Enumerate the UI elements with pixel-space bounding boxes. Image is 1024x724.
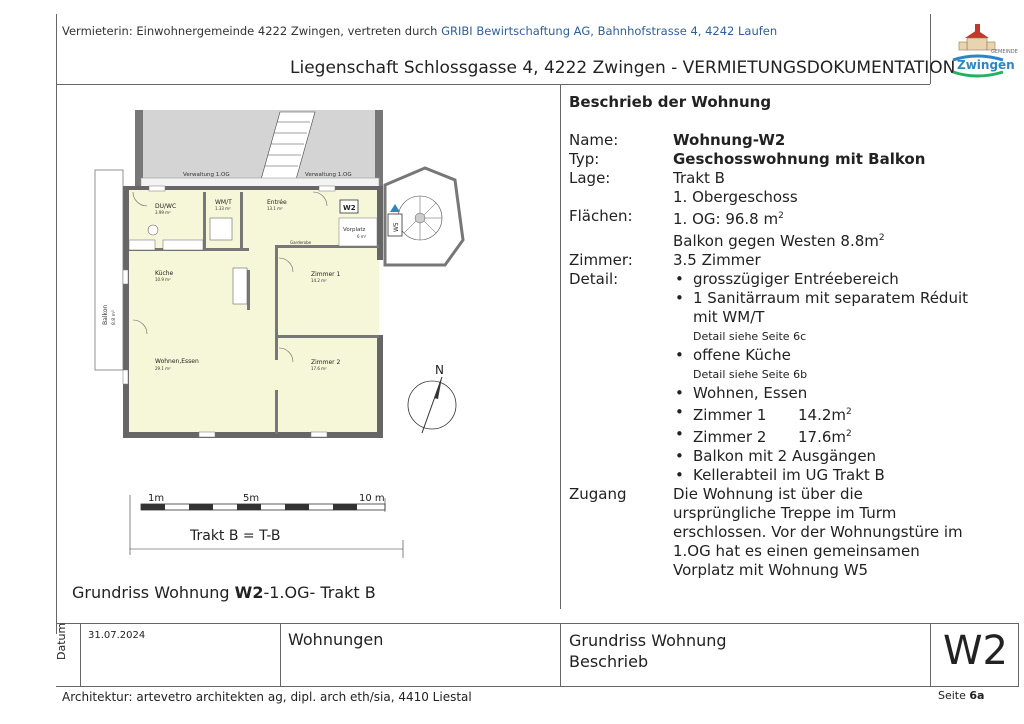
- footer-mid-divider: [280, 623, 281, 686]
- footer-wohnungen: Wohnungen: [288, 630, 384, 649]
- caption-prefix: Grundriss Wohnung: [72, 583, 235, 602]
- entree-label: Entrée: [267, 199, 287, 206]
- caption-suffix: -1.OG- Trakt B: [263, 583, 376, 602]
- detail-item: • grosszügiger Entréebereich: [693, 270, 969, 289]
- logo-small-text: GEMEINDE: [991, 49, 1018, 55]
- wohnen-label: Wohnen,Essen: [155, 358, 199, 365]
- flaechen-value-1: 1. OG: 96.8 m: [673, 210, 779, 228]
- zimmer1-size: 14.2m: [798, 406, 847, 424]
- verwaltung-left-label: Verwaltung 1.OG: [183, 172, 230, 178]
- detail-note: Detail siehe Seite 6b: [693, 368, 808, 381]
- zimmer1-label: Zimmer 1: [311, 271, 341, 278]
- footer-grundriss-2: Beschrieb: [569, 652, 649, 671]
- wmt-label: WM/T: [215, 199, 232, 206]
- footer-datum-label: Datum: [55, 622, 68, 660]
- typ-value: Geschosswohnung mit Balkon: [673, 150, 926, 168]
- logo-name: Zwingen: [957, 58, 1015, 72]
- landlord-manager: GRIBI Bewirtschaftung AG, Bahnhofstrasse 4, 4242 Laufen: [441, 24, 778, 38]
- trakt-label: Trakt B = T-B: [190, 528, 281, 544]
- zugang-key: Zugang: [569, 485, 627, 503]
- verwaltung-right-label: Verwaltung 1.OG: [305, 172, 352, 178]
- name-value: Wohnung-W2: [673, 131, 786, 149]
- wmt-area: 1.33 m²: [215, 206, 231, 211]
- header-bottom-line: [56, 84, 930, 85]
- detail-item: • Wohnen, Essen: [693, 384, 969, 403]
- zimmer2-area: 17.6 m²: [311, 366, 327, 371]
- footer-bottom-line: [56, 686, 930, 687]
- detail-item: • Balkon mit 2 Ausgängen: [693, 447, 969, 466]
- footer-date: 31.07.2024: [88, 630, 146, 641]
- footer-grundriss: [569, 630, 727, 672]
- balkon-area: 8.8 m²: [112, 310, 117, 325]
- scale-1m: 1m: [148, 493, 165, 504]
- footer-top-line: [56, 623, 930, 624]
- garderobe-label: Garderobe: [290, 240, 312, 245]
- detail-item: • 1 Sanitärraum mit separatem Réduit mit WM/T: [693, 289, 969, 327]
- tag-w2: W2: [343, 204, 356, 212]
- footer-w2-box-right: [1018, 623, 1019, 687]
- footer-left-divider: [80, 623, 81, 686]
- footer-w2-divider: [930, 623, 931, 686]
- detail-item: • Kellerabteil im UG Trakt B: [693, 466, 969, 485]
- zimmer2-size: 17.6m: [798, 428, 847, 446]
- footer-grundriss-1: Grundriss Wohnung: [569, 631, 727, 650]
- lage-value-1: Trakt B: [673, 169, 725, 187]
- vorplatz-area: 6 m²: [357, 234, 367, 239]
- detail-list: [673, 270, 969, 485]
- page-label: Seite: [938, 689, 970, 702]
- kueche-label: Küche: [155, 270, 174, 277]
- scale-5m: 5m: [243, 493, 260, 504]
- lage-key: Lage:: [569, 169, 611, 187]
- sup-z2: 2: [846, 429, 852, 439]
- footer-architect: Architektur: artevetro architekten ag, dipl. arch eth/sia, 4410 Liestal: [62, 690, 472, 704]
- balkon-label: Balkon: [102, 304, 109, 325]
- duwc-label: DU/WC: [155, 203, 177, 210]
- sup-flaechen: 2: [778, 211, 784, 221]
- entree-area: 13.1 m²: [267, 206, 283, 211]
- landlord-line: [62, 24, 777, 38]
- zimmer1-area: 14.2 m²: [311, 278, 327, 283]
- wohnen-area: 29.1 m²: [155, 366, 171, 371]
- caption-bold: W2: [234, 583, 264, 602]
- typ-key: Typ:: [569, 150, 600, 168]
- floor-plan: [85, 100, 555, 570]
- detail-item: [693, 425, 969, 447]
- sup-balkon: 2: [878, 233, 885, 243]
- zimmer2-name: Zimmer 2: [693, 428, 767, 446]
- detail-note: Detail siehe Seite 6c: [693, 330, 807, 343]
- plan-caption: [72, 583, 376, 602]
- zugang-value: Die Wohnung ist über die ursprüngliche Treppe im Turm erschlossen. Vor der Wohnungstüre im 1.OG hat es einen gemeinsamen Vorplatz mit Wohnung W5: [673, 485, 963, 579]
- desc-divider-line: [560, 84, 561, 609]
- footer-big-w2: W2: [943, 628, 1008, 674]
- zwingen-logo: [935, 18, 1020, 82]
- north-label: N: [435, 363, 444, 377]
- zimmer2-label: Zimmer 2: [311, 359, 341, 366]
- sup-z1: 2: [846, 407, 852, 417]
- zimmer-value: 3.5 Zimmer: [673, 251, 761, 269]
- name-key: Name:: [569, 131, 619, 149]
- footer-w2-box-top: [930, 623, 1018, 624]
- duwc-area: 3.99 m²: [155, 210, 171, 215]
- scale-10m: 10 m: [359, 493, 385, 504]
- detail-item: • offene Küche: [693, 346, 969, 365]
- kueche-area: 10.9 m²: [155, 277, 171, 282]
- apartment-description: [569, 93, 969, 580]
- footer-right-divider: [560, 623, 561, 686]
- landlord-prefix: Vermieterin: Einwohnergemeinde 4222 Zwingen, vertreten durch: [62, 24, 442, 38]
- desc-heading: Beschrieb der Wohnung: [569, 93, 772, 111]
- zimmer-key: Zimmer:: [569, 251, 633, 269]
- zimmer1-name: Zimmer 1: [693, 406, 767, 424]
- lage-value-2: 1. Obergeschoss: [673, 188, 798, 206]
- flaechen-key: Flächen:: [569, 207, 633, 225]
- footer-page: [938, 689, 984, 702]
- page-title: Liegenschaft Schlossgasse 4, 4222 Zwingen - VERMIETUNGSDOKUMENTATION: [290, 58, 956, 78]
- footer-w2-box-bottom: [930, 686, 1018, 687]
- tag-w5: W5: [393, 222, 400, 232]
- vorplatz-label: Vorplatz: [343, 227, 366, 233]
- frame-left-line: [56, 14, 57, 634]
- page-number: 6a: [969, 689, 985, 702]
- detail-key: Detail:: [569, 270, 619, 288]
- flaechen-value-2: Balkon gegen Westen 8.8m: [673, 232, 879, 250]
- detail-item: [693, 403, 969, 425]
